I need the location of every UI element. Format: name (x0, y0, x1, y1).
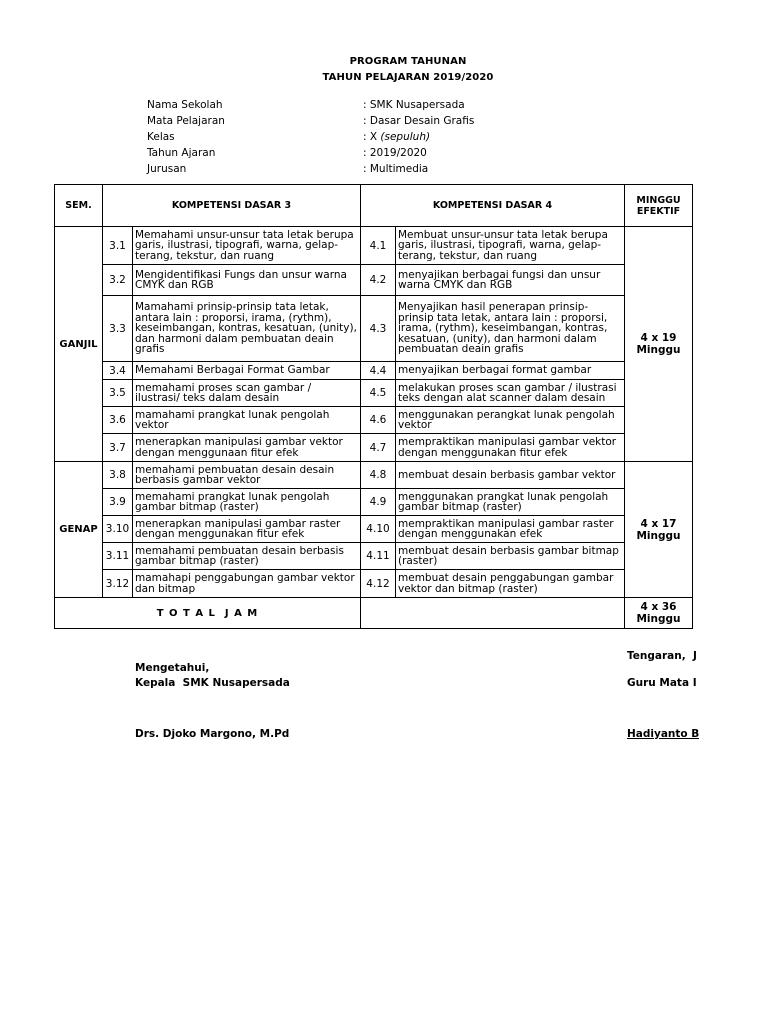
kd3-text: menerapkan manipulasi gambar raster dengan menggunakan fitur efek (133, 516, 361, 543)
info-value: : Dasar Desain Grafis (363, 115, 475, 127)
kd4-code: 4.9 (361, 489, 396, 516)
table-row (55, 543, 693, 570)
total-empty-cell (361, 598, 625, 629)
kd3-text: mamahami prangkat lunak pengolah vektor (133, 407, 361, 434)
kd4-text: mempraktikan manipulasi gambar vektor dengan menggunakan fitur efek (396, 434, 625, 462)
table-row (55, 489, 693, 516)
kd3-code: 3.5 (103, 380, 133, 407)
kd3-text: memahami prangkat lunak pengolah gambar bitmap (raster) (133, 489, 361, 516)
header-kd3: KOMPETENSI DASAR 3 (103, 185, 361, 227)
kd4-text: membuat desain berbasis gambar vektor (396, 462, 625, 489)
kd3-code: 3.1 (103, 227, 133, 265)
kd4-code: 4.5 (361, 380, 396, 407)
semester-ganjil: GANJIL (55, 227, 103, 462)
table-row (55, 407, 693, 434)
kd3-code: 3.6 (103, 407, 133, 434)
kd4-code: 4.3 (361, 296, 396, 362)
kd3-text: mamahapi penggabungan gambar vektor dan bitmap (133, 570, 361, 598)
kd3-code: 3.10 (103, 516, 133, 543)
kd3-code: 3.11 (103, 543, 133, 570)
minggu-genap: 4 x 17 Minggu (625, 462, 693, 598)
signature-teacher-name: Hadiyanto B (627, 728, 700, 740)
table-header-row (55, 185, 693, 227)
info-label: Kelas (147, 131, 175, 143)
table-row (55, 296, 693, 362)
kd3-code: 3.2 (103, 265, 133, 296)
info-value: : X (363, 131, 381, 143)
kd4-code: 4.1 (361, 227, 396, 265)
kd3-text: Mengidentifikasi Fungs dan unsur warna CMYK dan RGB (133, 265, 361, 296)
info-row-subject (147, 113, 474, 129)
kd4-code: 4.12 (361, 570, 396, 598)
kd3-text: menerapkan manipulasi gambar vektor dengan menggunaan fitur efek (133, 434, 361, 462)
info-value: : Multimedia (363, 163, 429, 175)
kd4-text: menyajikan berbagai format gambar (396, 362, 625, 380)
kd4-code: 4.8 (361, 462, 396, 489)
kd4-code: 4.2 (361, 265, 396, 296)
signature-principal-role: Kepala SMK Nusapersada (135, 677, 290, 689)
kd4-code: 4.7 (361, 434, 396, 462)
kd3-text: Memahami unsur-unsur tata letak berupa garis, ilustrasi, tipografi, warna, gelap-terang, tekstur, dan ruang (133, 227, 361, 265)
table-row (55, 570, 693, 598)
kd3-text: memahami pembuatan desain desain berbasis gambar vektor (133, 462, 361, 489)
header-kd4: KOMPETENSI DASAR 4 (361, 185, 625, 227)
info-label: Mata Pelajaran (147, 115, 225, 127)
table-row (55, 462, 693, 489)
kd4-text: melakukan proses scan gambar / ilustrasi teks dengan alat scanner dalam desain (396, 380, 625, 407)
info-row-school (147, 97, 474, 113)
info-label: Jurusan (147, 163, 187, 175)
table-row (55, 516, 693, 543)
kd3-text: memahami pembuatan desain berbasis gambar bitmap (raster) (133, 543, 361, 570)
kd3-text: Memahami Berbagai Format Gambar (133, 362, 361, 380)
header-minggu-efektif: MINGGU EFEKTIF (625, 185, 693, 227)
table-row (55, 434, 693, 462)
kd3-text: Mamahami prinsip-prinsip tata letak, antara lain : proporsi, irama, (rythm), keseimbangan, kontras, kesatuan, (unity), dan harmoni dalam pembuatan deain grafis (133, 296, 361, 362)
kd3-code: 3.4 (103, 362, 133, 380)
kd3-code: 3.7 (103, 434, 133, 462)
kd4-text: Menyajikan hasil penerapan prinsip-prinsip tata letak, antara lain : proporsi, irama, (rythm), keseimbangan, kontras, kesatuan, (unity), dan harmoni dalam pembuatan deain grafis (396, 296, 625, 362)
info-value-italic: (sepuluh) (380, 131, 431, 143)
kd4-text: membuat desain penggabungan gambar vektor dan bitmap (raster) (396, 570, 625, 598)
page-edge-mask (699, 640, 768, 750)
header-sem: SEM. (55, 185, 103, 227)
signature-teacher-role: Guru Mata I (627, 677, 697, 689)
info-label: Nama Sekolah (147, 99, 223, 111)
total-minggu: 4 x 36 Minggu (625, 598, 693, 629)
kd3-text: memahami proses scan gambar / ilustrasi/ teks dalam desain (133, 380, 361, 407)
info-row-year (147, 145, 474, 161)
table-row (55, 362, 693, 380)
signature-place-date: Tengaran, J (627, 650, 697, 662)
kd3-code: 3.8 (103, 462, 133, 489)
table-total-row (55, 598, 693, 629)
info-row-class (147, 129, 474, 145)
kd4-code: 4.11 (361, 543, 396, 570)
kd3-code: 3.12 (103, 570, 133, 598)
signature-principal-name: Drs. Djoko Margono, M.Pd (135, 728, 290, 740)
signature-acknowledged: Mengetahui, (135, 662, 210, 674)
info-value: : SMK Nusapersada (363, 99, 465, 111)
info-row-major (147, 161, 474, 177)
kd3-code: 3.9 (103, 489, 133, 516)
table-row (55, 265, 693, 296)
kd4-text: Membuat unsur-unsur tata letak berupa garis, ilustrasi, tipografi, warna, gelap-terang, tekstur, dan ruang (396, 227, 625, 265)
kd4-text: mempraktikan manipulasi gambar raster dengan menggunakan efek (396, 516, 625, 543)
info-label: Tahun Ajaran (147, 147, 216, 159)
kd4-code: 4.6 (361, 407, 396, 434)
kd3-code: 3.3 (103, 296, 133, 362)
kd4-code: 4.10 (361, 516, 396, 543)
info-value: : 2019/2020 (363, 147, 427, 159)
competency-table (54, 184, 693, 629)
kd4-code: 4.4 (361, 362, 396, 380)
total-label: T O T A L J A M (55, 598, 361, 629)
semester-genap: GENAP (55, 462, 103, 598)
table-row (55, 227, 693, 265)
kd4-text: membuat desain berbasis gambar bitmap (raster) (396, 543, 625, 570)
document-title: PROGRAM TAHUNAN (349, 56, 467, 67)
table-row (55, 380, 693, 407)
kd4-text: menyajikan berbagai fungsi dan unsur warna CMYK dan RGB (396, 265, 625, 296)
kd4-text: menggunakan perangkat lunak pengolah vektor (396, 407, 625, 434)
minggu-ganjil: 4 x 19 Minggu (625, 227, 693, 462)
info-block (147, 97, 474, 177)
kd4-text: menggunakan prangkat lunak pengolah gambar bitmap (raster) (396, 489, 625, 516)
document-subtitle: TAHUN PELAJARAN 2019/2020 (322, 72, 494, 83)
